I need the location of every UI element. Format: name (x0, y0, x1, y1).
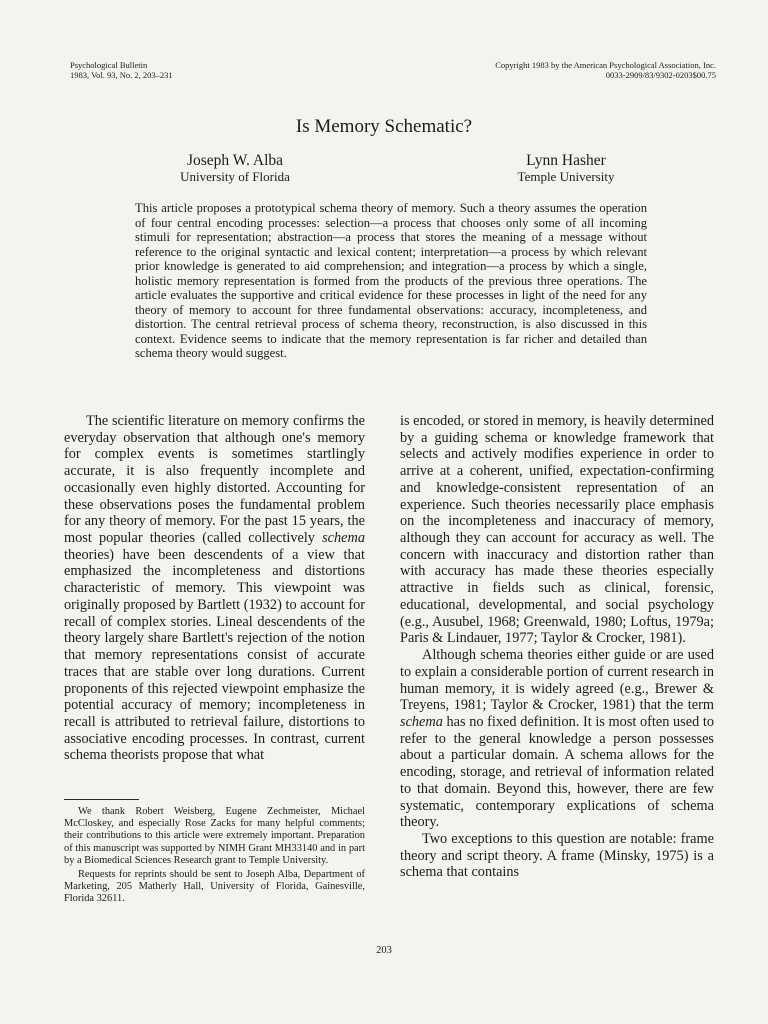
author-block-2 (478, 152, 654, 184)
author-name: Lynn Hasher (526, 152, 606, 169)
author-name: Joseph W. Alba (186, 152, 284, 169)
body-paragraph (64, 413, 365, 764)
author-block-1 (150, 152, 320, 184)
journal-name: Psychological Bulletin (70, 60, 148, 70)
body-text: has no fixed definition. It is most often used to refer to the general knowledge a person possesses about a particular domain. A schema allows for the encoding, storage, and retrieval of information related to that domain. Beyond this, however, there are few systematic, contemporary explications of schema theory. (400, 713, 714, 831)
body-paragraph: is encoded, or stored in memory, is heavily determined by a guiding schema or knowledge framework that selects and actively modifies experience in order to arrive at a coherent, unified, expectation-confirming and knowledge-consistent representation of an experience. Such theories necessarily place emphasis on the incompleteness and inaccuracy of memory, although they can account for accuracy as well. The concern with inaccuracy and distortion rather than with accuracy has made these theories especially attractive in fields such as clinical, forensic, educational, developmental, and social psychology (e.g., Ausubel, 1968; Greenwald, 1980; Loftus, 1979a; Paris & Lindauer, 1977; Taylor & Crocker, 1981). (400, 413, 714, 647)
body-paragraph: Two exceptions to this question are notable: frame theory and script theory. A frame (Minsky, 1975) is a schema that contains (400, 830, 714, 881)
footnote: We thank Robert Weisberg, Eugene Zechmeister, Michael McCloskey, and especially Rose Zacks for many helpful comments; their contributions to this article were extremely important. Preparation of this manuscript was supported by NIMH Grant MH33140 and in part by a Biomedical Sciences Research grant to Temple University. (64, 806, 365, 866)
body-italic: schema (400, 713, 443, 730)
footnote: Requests for reprints should be sent to Joseph Alba, Department of Marketing, 205 Matherly Hall, University of Florida, Gainesville, Florida 32611. (64, 869, 365, 905)
footnote-rule (64, 799, 139, 800)
body-text: Although schema theories either guide or are used to explain a considerable portion of current research in human memory, it is widely agreed (e.g., Brewer & Treyens, 1981; Taylor & Crocker, 1981) that the term (400, 647, 714, 714)
author-affiliation: University of Florida (180, 169, 290, 184)
body-paragraph (400, 647, 714, 831)
body-column-right (400, 413, 714, 881)
page-number: 203 (376, 945, 392, 956)
article-title: Is Memory Schematic? (295, 116, 473, 137)
copyright-header (495, 60, 716, 80)
body-text: The scientific literature on memory confirms the everyday observation that although one's memory for complex events is sometimes startlingly accurate, it is also frequently incomplete and occasionally even highly distorted. Accounting for these observations poses the fundamental problem for any theory of memory. For the past 15 years, the most popular theories (called collectively (64, 413, 365, 547)
abstract: This article proposes a prototypical schema theory of memory. Such a theory assumes the operation of four central encoding processes: selection—a process that chooses only some of all incoming stimuli for representation; abstraction—a process that stores the meaning of a message without reference to the original syntactic and lexical content; interpretation—a process by which relevant prior knowledge is generated to aid comprehension; and integration—a process by which a single, holistic memory representation is formed from the products of the previous three operations. The article evaluates the supportive and critical evidence for these processes in light of the need for any theory of memory to account for three fundamental observations: accuracy, incompleteness, and distortion. The central retrieval process of schema theory, reconstruction, is also discussed in this context. Evidence seems to indicate that the memory representation is far richer and detailed than schema theory would suggest. (135, 201, 647, 361)
author-affiliation: Temple University (517, 169, 615, 184)
copyright-notice: Copyright 1983 by the American Psychological Association, Inc. (495, 60, 716, 70)
body-text: theories) have been descendents of a view that emphasized the incompleteness and distortions characteristic of memory. This viewpoint was originally proposed by Bartlett (1932) to account for recall of complex stories. Lineal descendents of the theory largely share Bartlett's rejection of the notion that memory representations consist of accurate traces that are stable over long durations. Current proponents of this rejected viewpoint emphasize the potential accuracy of memory; incompleteness in recall is attributed to retrieval failure, distortions to associative encoding processes. In contrast, current schema theorists propose that what (64, 546, 365, 764)
journal-header (70, 60, 173, 80)
journal-citation: 1983, Vol. 93, No. 2, 203–231 (70, 70, 173, 80)
body-column-left (64, 413, 365, 764)
article-code: 0033-2909/83/9302-0203$00.75 (605, 70, 716, 80)
body-italic: schema (322, 530, 365, 547)
footnotes (64, 806, 365, 908)
